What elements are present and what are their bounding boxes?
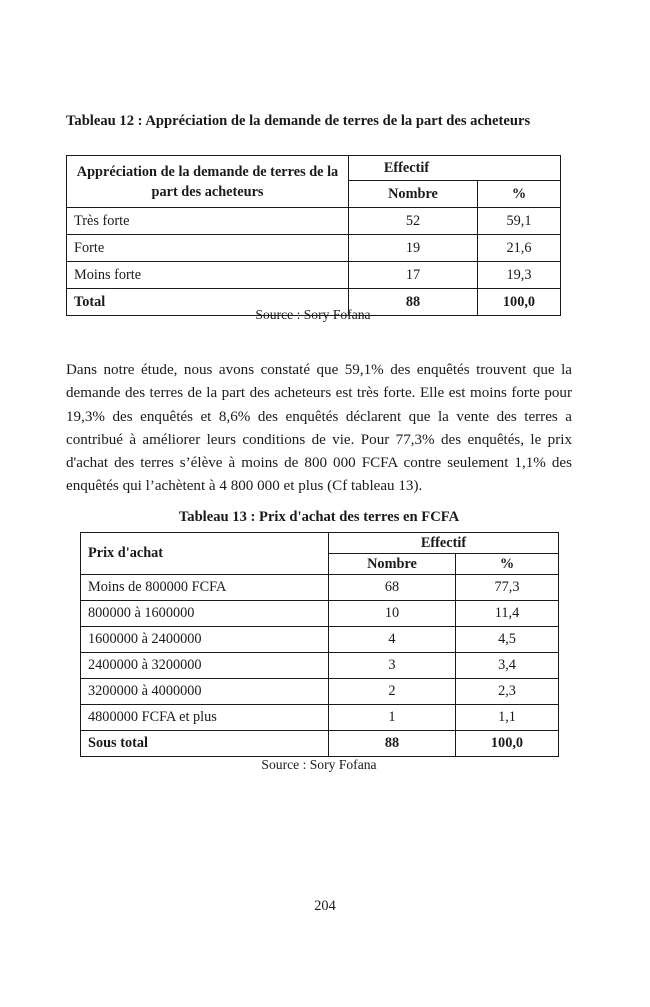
table13-cell-label: 3200000 à 4000000 [81, 679, 329, 705]
table13-total-row [81, 731, 559, 757]
table13-cell-nombre: 1 [329, 705, 456, 731]
table12-cell-nombre: 19 [349, 235, 478, 262]
table13-cell-percent: 1,1 [456, 705, 559, 731]
table13-cell-percent: 2,3 [456, 679, 559, 705]
table13-cell-nombre: 3 [329, 653, 456, 679]
table-row [81, 627, 559, 653]
table13-cell-label: 2400000 à 3200000 [81, 653, 329, 679]
table12-total-nombre: 88 [349, 289, 478, 316]
table12-cell-percent: 21,6 [478, 235, 561, 262]
table-row [81, 679, 559, 705]
table-row [81, 705, 559, 731]
table13-cell-label: 1600000 à 2400000 [81, 627, 329, 653]
table-row [81, 601, 559, 627]
table-row [67, 262, 561, 289]
table12-header-percent: % [478, 181, 561, 208]
table12-cell-nombre: 17 [349, 262, 478, 289]
table-row [67, 208, 561, 235]
table-row [81, 575, 559, 601]
table12-header-row-label: Appréciation de la demande de terres de la part des acheteurs [67, 156, 349, 208]
table13-total-label: Sous total [81, 731, 329, 757]
table12-cell-percent: 19,3 [478, 262, 561, 289]
table13-cell-label: 4800000 FCFA et plus [81, 705, 329, 731]
table12-caption: Tableau 12 : Appréciation de la demande de terres de la part des acheteurs [66, 113, 531, 129]
table-row [81, 653, 559, 679]
table12-header-group: Effectif [349, 156, 561, 181]
table12-cell-nombre: 52 [349, 208, 478, 235]
table-row [67, 235, 561, 262]
table13-cell-nombre: 4 [329, 627, 456, 653]
table12-header-nombre: Nombre [349, 181, 478, 208]
table12-header-row-1 [67, 156, 561, 181]
table12-cell-label: Forte [67, 235, 349, 262]
table13-cell-percent: 4,5 [456, 627, 559, 653]
table13-cell-percent: 3,4 [456, 653, 559, 679]
table13-total-nombre: 88 [329, 731, 456, 757]
table12-cell-percent: 59,1 [478, 208, 561, 235]
table12-cell-label: Très forte [67, 208, 349, 235]
table13-header-group: Effectif [329, 533, 559, 554]
table12 [66, 155, 561, 316]
table13-header-percent: % [456, 554, 559, 575]
table13-header-nombre: Nombre [329, 554, 456, 575]
table13-cell-percent: 11,4 [456, 601, 559, 627]
table12-cell-label: Moins forte [67, 262, 349, 289]
table13 [80, 532, 559, 757]
table13-caption: Tableau 13 : Prix d'achat des terres en FCFA [178, 509, 460, 525]
table12-source: Source : Sory Fofana [255, 307, 371, 322]
table13-cell-label: Moins de 800000 FCFA [81, 575, 329, 601]
table13-cell-percent: 77,3 [456, 575, 559, 601]
table13-header-row-1 [81, 533, 559, 554]
table13-header-row-label: Prix d'achat [81, 533, 329, 575]
body-paragraph: Dans notre étude, nous avons constaté que 59,1% des enquêtés trouvent que la demande des terres de la part des acheteurs est très forte. Elle est moins forte pour 19,3% des enquêtés et 8,6% des enquêtés déclarent que la vente des terres a contribué à améliorer leurs conditions de vie. Pour 77,3% des enquêtés, le prix d'achat des terres s’élève à moins de 800 000 FCFA contre seulement 1,1% des enquêtés qui l’achètent à 4 800 000 et plus (Cf tableau 13). [66, 362, 572, 495]
table13-cell-nombre: 10 [329, 601, 456, 627]
table13-source: Source : Sory Fofana [261, 757, 377, 772]
table13-cell-nombre: 2 [329, 679, 456, 705]
table12-total-label: Total [67, 289, 349, 316]
table12-total-percent: 100,0 [478, 289, 561, 316]
table13-cell-nombre: 68 [329, 575, 456, 601]
table13-total-percent: 100,0 [456, 731, 559, 757]
table13-cell-label: 800000 à 1600000 [81, 601, 329, 627]
page-number: 204 [314, 898, 336, 914]
